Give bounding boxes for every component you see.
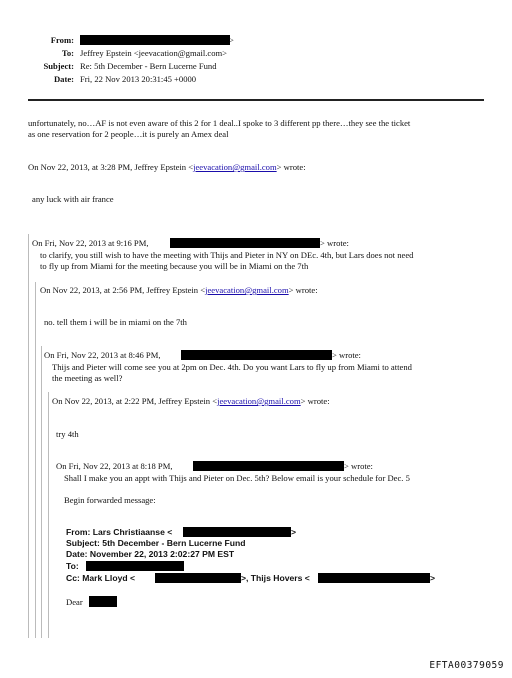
- forwarded-cc-mid: >, Thijs Hovers <: [241, 573, 310, 583]
- redaction-block: [86, 561, 184, 571]
- quote-header-suffix: > wrote:: [300, 396, 330, 406]
- redaction-block: [183, 527, 291, 537]
- quote-header-text: On Fri, Nov 22, 2013 at 9:16 PM,: [32, 238, 149, 248]
- quote-header-suffix: > wrote:: [276, 162, 306, 172]
- body-line: unfortunately, no…AF is not even aware of this 2 for 1 deal..I spoke to 3 different pp there…they see the ticket: [28, 118, 411, 128]
- email-link[interactable]: jeevacation@gmail.com: [205, 285, 289, 295]
- redaction-block: [89, 596, 117, 607]
- body-line: to clarify, you still wish to have the meeting with Thijs and Pieter in NY on DEc. 4th, but Lars does not need: [40, 250, 414, 260]
- quote-header: [52, 396, 330, 407]
- email-link[interactable]: jeevacation@gmail.com: [193, 162, 277, 172]
- subject-value: Re: 5th December - Bern Lucerne Fund: [80, 61, 217, 71]
- quote-header-text: On Fri, Nov 22, 2013 at 8:18 PM,: [56, 461, 173, 471]
- body-line: as one reservation for 2 people…it is purely an Amex deal: [28, 129, 229, 139]
- quote-header-text: On Nov 22, 2013, at 2:56 PM, Jeffrey Epstein <: [40, 285, 206, 295]
- quote-bar: [48, 392, 49, 638]
- redaction-block: [170, 238, 320, 248]
- quote-text: no. tell them i will be in miami on the 7th: [44, 317, 187, 327]
- quote-header-text: On Nov 22, 2013, at 2:22 PM, Jeffrey Epstein <: [52, 396, 218, 406]
- to-value: Jeffrey Epstein <jeevacation@gmail.com>: [80, 48, 228, 58]
- body-line: Begin forwarded message:: [64, 495, 156, 505]
- body-line: the meeting as well?: [52, 373, 123, 383]
- redaction-block: [181, 350, 332, 360]
- redaction-block: [155, 573, 241, 583]
- body-line: Shall I make you an appt with Thijs and Pieter on Dec. 5th? Below email is your schedule for Dec. 5: [64, 473, 410, 483]
- quote-text: try 4th: [56, 429, 79, 439]
- forwarded-from-suffix: >: [291, 527, 297, 537]
- email-link[interactable]: jeevacation@gmail.com: [217, 396, 301, 406]
- date-label: Date:: [53, 74, 74, 84]
- quote-text: any luck with air france: [32, 194, 114, 204]
- quote-header: [40, 285, 318, 296]
- quote-header-suffix: > wrote:: [320, 238, 349, 248]
- from-suffix: >: [229, 35, 234, 45]
- body-line: to fly up from Miami for the meeting because you will be in Miami on the 7th: [40, 261, 309, 271]
- quote-bar: [35, 282, 36, 638]
- quote-header-suffix: > wrote:: [344, 461, 373, 471]
- body-line: Thijs and Pieter will come see you at 2pm on Dec. 4th. Do you want Lars to fly up from Miami to attend: [52, 362, 412, 372]
- quote-header-text: On Nov 22, 2013, at 3:28 PM, Jeffrey Epstein <: [28, 162, 194, 172]
- forwarded-subject: Subject: 5th December - Bern Lucerne Fund: [66, 538, 246, 548]
- document-id: EFTA00379059: [429, 660, 504, 671]
- to-label: To:: [61, 48, 74, 58]
- forwarded-from: From: Lars Christiaanse <: [66, 527, 173, 537]
- redaction-block: [193, 461, 344, 471]
- quote-header-suffix: > wrote:: [332, 350, 361, 360]
- from-label: From:: [50, 35, 74, 45]
- quote-bar: [41, 346, 42, 638]
- forwarded-dear: Dear: [66, 597, 83, 607]
- forwarded-cc: Cc: Mark Lloyd <: [66, 573, 136, 583]
- header-divider: [28, 99, 484, 101]
- date-value: Fri, 22 Nov 2013 20:31:45 +0000: [80, 74, 197, 84]
- subject-label: Subject:: [43, 61, 74, 71]
- redaction-block: [318, 573, 430, 583]
- quote-bar: [28, 234, 29, 638]
- forwarded-date: Date: November 22, 2013 2:02:27 PM EST: [66, 549, 235, 559]
- forwarded-cc-suffix: >: [430, 573, 436, 583]
- quote-header: [28, 162, 306, 173]
- forwarded-to: To:: [66, 561, 79, 571]
- quote-header-suffix: > wrote:: [288, 285, 318, 295]
- quote-header-text: On Fri, Nov 22, 2013 at 8:46 PM,: [44, 350, 161, 360]
- redaction-block: [80, 35, 230, 45]
